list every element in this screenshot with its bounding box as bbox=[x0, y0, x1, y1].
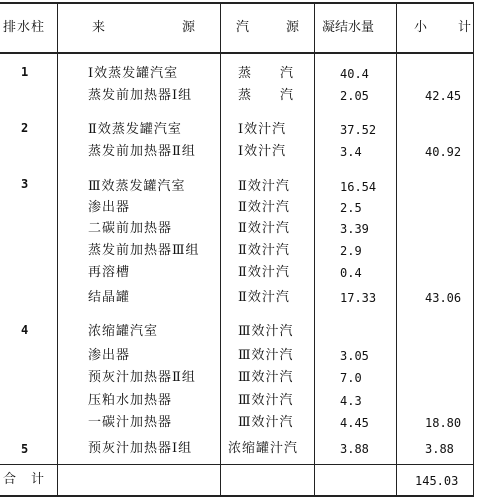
row-amount: 4.3 bbox=[340, 394, 362, 408]
group-subtotal: 43.06 bbox=[425, 291, 462, 305]
row-steam: Ⅲ效汁汽 bbox=[238, 393, 294, 408]
row-amount: 2.05 bbox=[340, 89, 369, 103]
row-source: Ⅱ效蒸发罐汽室 bbox=[88, 122, 182, 137]
header-subtotal-b: 计 bbox=[458, 20, 473, 35]
drain-id: 3 bbox=[21, 177, 29, 191]
row-source: 预灰汁加热器Ⅱ组 bbox=[88, 370, 196, 385]
row-amount: 40.4 bbox=[340, 67, 369, 81]
row-source: 预灰汁加热器Ⅰ组 bbox=[88, 441, 193, 456]
header-drain-column: 排水柱 bbox=[3, 20, 46, 35]
group-subtotal: 18.80 bbox=[425, 416, 462, 430]
row-source: 一碳汁加热器 bbox=[88, 415, 173, 430]
row-amount: 4.45 bbox=[340, 416, 369, 430]
row-amount: 3.88 bbox=[340, 442, 369, 456]
row-source: Ⅰ效蒸发罐汽室 bbox=[88, 66, 179, 81]
row-amount: 2.5 bbox=[340, 201, 362, 215]
total-rule bbox=[0, 464, 474, 465]
row-amount: 7.0 bbox=[340, 371, 362, 385]
row-steam: Ⅲ效汁汽 bbox=[238, 370, 294, 385]
row-steam: Ⅲ效汁汽 bbox=[238, 348, 294, 363]
row-amount: 2.9 bbox=[340, 244, 362, 258]
row-amount: 3.39 bbox=[340, 222, 369, 236]
col-rule-2 bbox=[220, 2, 221, 497]
row-steam: 浓缩罐汁汽 bbox=[228, 441, 299, 456]
group-subtotal: 42.45 bbox=[425, 89, 462, 103]
row-steam: Ⅲ效汁汽 bbox=[238, 324, 294, 339]
drain-id: 4 bbox=[21, 323, 29, 337]
drain-id: 1 bbox=[21, 65, 29, 79]
row-amount: 3.05 bbox=[340, 349, 369, 363]
header-condensate: 凝结水量 bbox=[322, 20, 375, 35]
row-source: 渗出器 bbox=[88, 348, 131, 363]
row-steam: Ⅱ效汁汽 bbox=[238, 265, 290, 280]
row-steam: Ⅰ效汁汽 bbox=[238, 122, 287, 137]
row-amount: 16.54 bbox=[340, 180, 377, 194]
row-steam: Ⅱ效汁汽 bbox=[238, 290, 290, 305]
group-subtotal: 40.92 bbox=[425, 145, 462, 159]
row-steam: Ⅱ效汁汽 bbox=[238, 243, 290, 258]
row-source: 渗出器 bbox=[88, 200, 131, 215]
header-steam-b: 源 bbox=[286, 20, 301, 35]
row-steam: Ⅱ效汁汽 bbox=[238, 221, 290, 236]
col-rule-3 bbox=[314, 2, 315, 497]
row-source: 再溶槽 bbox=[88, 265, 131, 280]
bottom-rule bbox=[0, 495, 474, 497]
header-source-b: 源 bbox=[182, 20, 197, 35]
row-source: 蒸发前加热器Ⅱ组 bbox=[88, 144, 196, 159]
drain-id: 5 bbox=[21, 442, 29, 456]
header-steam-a: 汽 bbox=[236, 20, 251, 35]
row-steam: 蒸 汽 bbox=[238, 66, 295, 81]
header-subtotal-a: 小 bbox=[414, 20, 429, 35]
row-source: 浓缩罐汽室 bbox=[88, 324, 159, 339]
row-steam: Ⅰ效汁汽 bbox=[238, 144, 287, 159]
drain-id: 2 bbox=[21, 121, 29, 135]
row-steam: Ⅱ效汁汽 bbox=[238, 179, 290, 194]
row-steam: Ⅲ效汁汽 bbox=[238, 415, 294, 430]
total-value: 145.03 bbox=[415, 474, 459, 488]
row-source: 蒸发前加热器Ⅰ组 bbox=[88, 88, 193, 103]
row-source: 二碳前加热器 bbox=[88, 221, 173, 236]
group-subtotal: 3.88 bbox=[425, 442, 454, 456]
top-rule bbox=[0, 2, 474, 4]
col-rule-4 bbox=[396, 2, 397, 497]
total-label: 合 计 bbox=[3, 472, 46, 487]
header-source-a: 来 bbox=[92, 20, 107, 35]
col-rule-right bbox=[473, 2, 474, 497]
row-amount: 17.33 bbox=[340, 291, 377, 305]
row-steam: Ⅱ效汁汽 bbox=[238, 200, 290, 215]
row-source: 压粕水加热器 bbox=[88, 393, 173, 408]
col-rule-1 bbox=[57, 2, 58, 497]
row-steam: 蒸 汽 bbox=[238, 88, 295, 103]
row-source: 结晶罐 bbox=[88, 290, 131, 305]
row-amount: 3.4 bbox=[340, 145, 362, 159]
row-source: Ⅲ效蒸发罐汽室 bbox=[88, 179, 186, 194]
row-source: 蒸发前加热器Ⅲ组 bbox=[88, 243, 200, 258]
header-rule bbox=[0, 52, 474, 54]
row-amount: 37.52 bbox=[340, 123, 377, 137]
row-amount: 0.4 bbox=[340, 266, 362, 280]
